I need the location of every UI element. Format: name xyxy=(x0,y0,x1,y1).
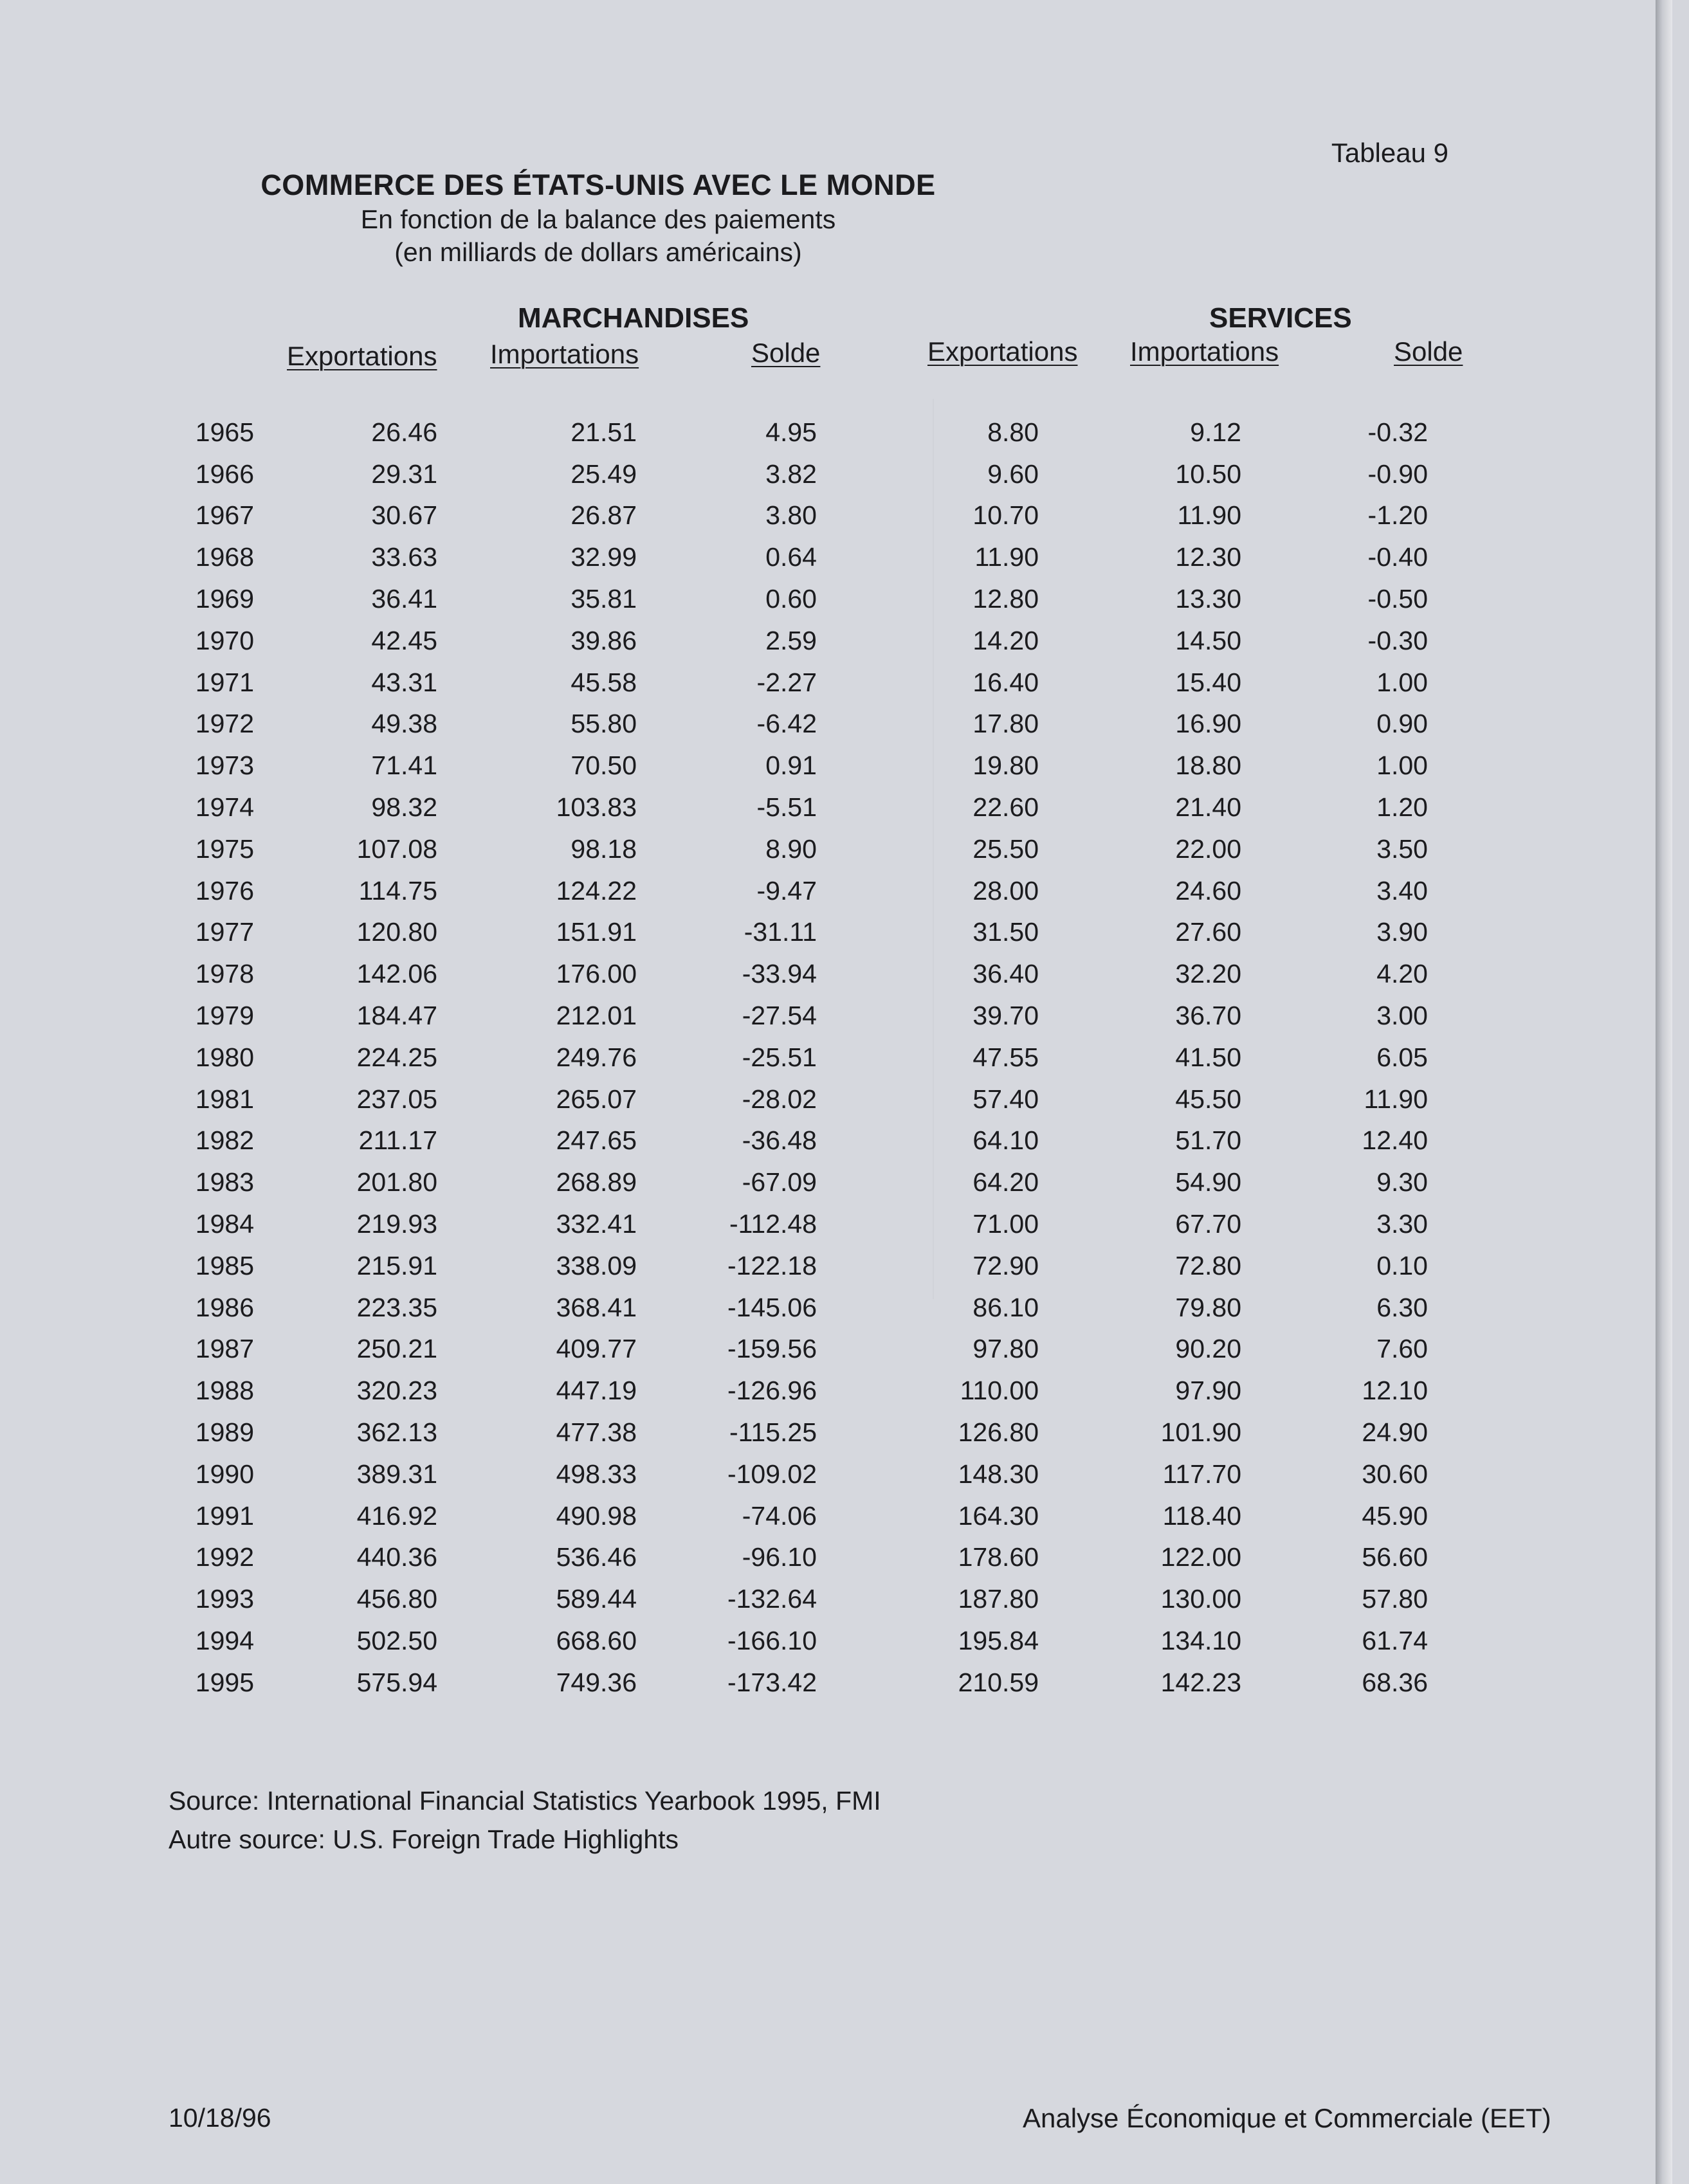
cell-serv-balance: 1.00 xyxy=(1376,667,1428,697)
cell-merch-imports: 32.99 xyxy=(571,542,637,572)
table-row xyxy=(187,1287,1428,1329)
cell-merch-imports: 39.86 xyxy=(571,625,637,655)
cell-year: 1971 xyxy=(195,667,254,697)
table-row xyxy=(187,1161,1428,1203)
cell-year: 1967 xyxy=(195,500,254,531)
table-row xyxy=(187,704,1428,745)
cell-year: 1994 xyxy=(195,1626,254,1655)
table-row xyxy=(187,1495,1428,1537)
cell-merch-exports: 250.21 xyxy=(356,1334,437,1364)
cell-serv-imports: 117.70 xyxy=(1162,1459,1241,1489)
cell-year: 1991 xyxy=(195,1500,254,1531)
cell-merch-balance: -74.06 xyxy=(742,1500,817,1531)
table-row xyxy=(187,536,1428,578)
cell-merch-balance: -31.11 xyxy=(744,917,817,947)
cell-merch-balance: 0.64 xyxy=(765,542,817,572)
cell-serv-imports: 22.00 xyxy=(1175,833,1241,864)
cell-merch-exports: 98.32 xyxy=(371,792,437,823)
cell-serv-balance: 24.90 xyxy=(1362,1417,1428,1448)
cell-serv-balance: 45.90 xyxy=(1362,1500,1428,1531)
table-row xyxy=(187,662,1428,704)
cell-merch-imports: 45.58 xyxy=(571,667,637,697)
cell-serv-imports: 72.80 xyxy=(1175,1250,1241,1280)
cell-serv-imports: 134.10 xyxy=(1160,1626,1241,1655)
cell-merch-exports: 224.25 xyxy=(356,1042,437,1072)
cell-serv-balance: 0.10 xyxy=(1376,1250,1428,1280)
cell-merch-exports: 211.17 xyxy=(358,1125,437,1156)
cell-year: 1989 xyxy=(195,1417,254,1448)
cell-serv-balance: 4.20 xyxy=(1376,959,1428,989)
subtitle-basis: En fonction de la balance des paiements xyxy=(360,205,836,234)
cell-merch-balance: 3.82 xyxy=(765,459,817,489)
cell-merch-imports: 55.80 xyxy=(571,709,637,739)
table-row xyxy=(187,787,1428,828)
page-edge xyxy=(1656,0,1672,2184)
cell-serv-imports: 10.50 xyxy=(1175,459,1241,489)
cell-serv-imports: 11.90 xyxy=(1177,500,1241,531)
cell-serv-imports: 79.80 xyxy=(1175,1292,1241,1322)
cell-serv-exports: 71.00 xyxy=(972,1209,1039,1239)
cell-serv-balance: -1.20 xyxy=(1367,500,1428,531)
cell-serv-exports: 22.60 xyxy=(972,792,1039,823)
cell-serv-imports: 142.23 xyxy=(1160,1667,1241,1697)
table-row xyxy=(187,1370,1428,1412)
cell-merch-exports: 575.94 xyxy=(356,1667,437,1697)
cell-serv-imports: 54.90 xyxy=(1175,1167,1241,1197)
cell-year: 1982 xyxy=(195,1125,254,1156)
table-number: Tableau 9 xyxy=(1331,138,1448,168)
cell-year: 1986 xyxy=(195,1292,254,1322)
cell-serv-balance: -0.32 xyxy=(1367,417,1428,447)
table-row xyxy=(187,1620,1428,1662)
cell-merch-imports: 332.41 xyxy=(556,1209,637,1239)
cell-serv-exports: 72.90 xyxy=(972,1250,1039,1280)
cell-merch-balance: -36.48 xyxy=(742,1125,817,1156)
title-block xyxy=(0,168,1196,268)
trade-table xyxy=(187,412,1428,1704)
cell-year: 1975 xyxy=(195,833,254,864)
cell-serv-imports: 27.60 xyxy=(1175,917,1241,947)
cell-year: 1970 xyxy=(195,625,254,655)
cell-serv-imports: 18.80 xyxy=(1175,751,1241,781)
table-row xyxy=(187,953,1428,995)
table-row xyxy=(187,578,1428,620)
cell-merch-balance: 8.90 xyxy=(765,833,817,864)
cell-year: 1979 xyxy=(195,1001,254,1031)
cell-merch-exports: 43.31 xyxy=(371,667,437,697)
cell-merch-exports: 49.38 xyxy=(371,709,437,739)
cell-merch-balance: 2.59 xyxy=(765,625,817,655)
cell-serv-imports: 13.30 xyxy=(1175,584,1241,614)
cell-year: 1987 xyxy=(195,1334,254,1364)
cell-serv-balance: 12.10 xyxy=(1362,1376,1428,1406)
cell-serv-balance: 6.05 xyxy=(1376,1042,1428,1072)
cell-serv-imports: 32.20 xyxy=(1175,959,1241,989)
cell-merch-balance: -96.10 xyxy=(742,1542,817,1572)
cell-merch-balance: -67.09 xyxy=(742,1167,817,1197)
cell-serv-balance: -0.30 xyxy=(1367,625,1428,655)
cell-merch-imports: 477.38 xyxy=(556,1417,637,1448)
subtitle-units: (en milliards de dollars américains) xyxy=(394,237,802,267)
cell-merch-exports: 219.93 xyxy=(356,1209,437,1239)
table-row xyxy=(187,1329,1428,1370)
cell-merch-exports: 30.67 xyxy=(371,500,437,531)
cell-serv-imports: 122.00 xyxy=(1160,1542,1241,1572)
cell-merch-imports: 490.98 xyxy=(556,1500,637,1531)
cell-serv-balance: -0.90 xyxy=(1367,459,1428,489)
cell-year: 1968 xyxy=(195,542,254,572)
col-header-serv-imports: Importations xyxy=(1130,336,1279,367)
cell-year: 1981 xyxy=(195,1084,254,1114)
cell-year: 1995 xyxy=(195,1667,254,1697)
cell-year: 1985 xyxy=(195,1250,254,1280)
cell-merch-balance: -166.10 xyxy=(727,1626,817,1655)
cell-serv-balance: 12.40 xyxy=(1362,1125,1428,1156)
cell-merch-imports: 249.76 xyxy=(556,1042,637,1072)
group-header-services: SERVICES xyxy=(1209,302,1352,334)
cell-merch-balance: -112.48 xyxy=(729,1209,817,1239)
cell-serv-imports: 14.50 xyxy=(1175,625,1241,655)
col-header-merch-imports: Importations xyxy=(490,339,639,369)
cell-merch-imports: 589.44 xyxy=(556,1584,637,1614)
page-title: COMMERCE DES ÉTATS-UNIS AVEC LE MONDE xyxy=(260,168,936,201)
cell-serv-exports: 12.80 xyxy=(972,584,1039,614)
cell-merch-imports: 35.81 xyxy=(571,584,637,614)
cell-merch-exports: 237.05 xyxy=(356,1084,437,1114)
cell-merch-balance: -9.47 xyxy=(756,875,817,905)
cell-merch-balance: -126.96 xyxy=(727,1376,817,1406)
cell-serv-exports: 64.20 xyxy=(972,1167,1039,1197)
cell-merch-balance: -25.51 xyxy=(742,1042,817,1072)
cell-serv-imports: 41.50 xyxy=(1175,1042,1241,1072)
cell-merch-exports: 29.31 xyxy=(371,459,437,489)
cell-merch-exports: 120.80 xyxy=(356,917,437,947)
cell-serv-balance: 9.30 xyxy=(1376,1167,1428,1197)
cell-merch-balance: -6.42 xyxy=(756,709,817,739)
cell-merch-balance: 0.60 xyxy=(765,584,817,614)
cell-serv-imports: 45.50 xyxy=(1175,1084,1241,1114)
cell-merch-imports: 98.18 xyxy=(571,833,637,864)
cell-serv-balance: 1.20 xyxy=(1376,792,1428,823)
cell-merch-exports: 114.75 xyxy=(358,875,437,905)
cell-merch-exports: 502.50 xyxy=(356,1626,437,1655)
cell-serv-exports: 10.70 xyxy=(972,500,1039,531)
cell-serv-imports: 130.00 xyxy=(1160,1584,1241,1614)
cell-merch-balance: 0.91 xyxy=(765,751,817,781)
cell-year: 1973 xyxy=(195,751,254,781)
cell-serv-exports: 14.20 xyxy=(972,625,1039,655)
cell-serv-imports: 24.60 xyxy=(1175,875,1241,905)
cell-merch-exports: 416.92 xyxy=(356,1500,437,1531)
cell-serv-exports: 86.10 xyxy=(972,1292,1039,1322)
cell-serv-imports: 97.90 xyxy=(1175,1376,1241,1406)
table-row xyxy=(187,1537,1428,1579)
cell-merch-imports: 21.51 xyxy=(571,417,637,447)
cell-merch-imports: 151.91 xyxy=(556,917,637,947)
cell-serv-imports: 67.70 xyxy=(1175,1209,1241,1239)
cell-serv-exports: 31.50 xyxy=(972,917,1039,947)
cell-merch-balance: -115.25 xyxy=(729,1417,817,1448)
cell-year: 1988 xyxy=(195,1376,254,1406)
table-row xyxy=(187,620,1428,662)
cell-merch-imports: 409.77 xyxy=(556,1334,637,1364)
cell-merch-balance: -109.02 xyxy=(727,1459,817,1489)
cell-year: 1965 xyxy=(195,417,254,447)
table-row xyxy=(187,912,1428,954)
cell-merch-balance: -2.27 xyxy=(756,667,817,697)
cell-serv-exports: 57.40 xyxy=(972,1084,1039,1114)
cell-serv-exports: 16.40 xyxy=(972,667,1039,697)
cell-merch-imports: 247.65 xyxy=(556,1125,637,1156)
cell-serv-exports: 17.80 xyxy=(972,709,1039,739)
cell-serv-exports: 178.60 xyxy=(958,1542,1039,1572)
cell-serv-exports: 164.30 xyxy=(958,1500,1039,1531)
cell-merch-exports: 71.41 xyxy=(371,751,437,781)
cell-serv-exports: 28.00 xyxy=(972,875,1039,905)
cell-merch-imports: 447.19 xyxy=(556,1376,637,1406)
cell-serv-exports: 187.80 xyxy=(958,1584,1039,1614)
cell-serv-balance: 61.74 xyxy=(1362,1626,1428,1655)
cell-merch-imports: 124.22 xyxy=(556,875,637,905)
cell-serv-exports: 64.10 xyxy=(972,1125,1039,1156)
cell-year: 1984 xyxy=(195,1209,254,1239)
cell-serv-balance: 7.60 xyxy=(1376,1334,1428,1364)
cell-merch-imports: 668.60 xyxy=(556,1626,637,1655)
cell-serv-exports: 97.80 xyxy=(972,1334,1039,1364)
cell-serv-imports: 12.30 xyxy=(1175,542,1241,572)
cell-serv-balance: 56.60 xyxy=(1362,1542,1428,1572)
cell-serv-exports: 148.30 xyxy=(958,1459,1039,1489)
table-row xyxy=(187,870,1428,912)
cell-merch-exports: 362.13 xyxy=(356,1417,437,1448)
cell-merch-imports: 749.36 xyxy=(556,1667,637,1697)
cell-serv-balance: 6.30 xyxy=(1376,1292,1428,1322)
cell-merch-balance: -5.51 xyxy=(756,792,817,823)
cell-merch-imports: 368.41 xyxy=(556,1292,637,1322)
col-header-merch-balance: Solde xyxy=(751,338,821,368)
cell-serv-balance: 3.90 xyxy=(1376,917,1428,947)
cell-merch-balance: 4.95 xyxy=(765,417,817,447)
cell-serv-exports: 11.90 xyxy=(974,542,1039,572)
table-row xyxy=(187,745,1428,787)
cell-serv-exports: 25.50 xyxy=(972,833,1039,864)
cell-merch-imports: 25.49 xyxy=(571,459,637,489)
cell-merch-exports: 142.06 xyxy=(356,959,437,989)
col-header-serv-exports: Exportations xyxy=(927,336,1078,367)
cell-merch-exports: 42.45 xyxy=(371,625,437,655)
table-row xyxy=(187,412,1428,453)
cell-year: 1974 xyxy=(195,792,254,823)
cell-merch-exports: 107.08 xyxy=(356,833,437,864)
cell-serv-imports: 21.40 xyxy=(1175,792,1241,823)
col-header-serv-balance: Solde xyxy=(1394,336,1463,367)
cell-merch-exports: 223.35 xyxy=(356,1292,437,1322)
footer-organization: Analyse Économique et Commerciale (EET) xyxy=(1023,2103,1551,2133)
cell-merch-balance: -27.54 xyxy=(742,1001,817,1031)
table-row xyxy=(187,1203,1428,1245)
cell-merch-imports: 70.50 xyxy=(571,751,637,781)
cell-serv-exports: 126.80 xyxy=(958,1417,1039,1448)
cell-merch-imports: 338.09 xyxy=(556,1250,637,1280)
cell-serv-balance: 0.90 xyxy=(1376,709,1428,739)
cell-year: 1978 xyxy=(195,959,254,989)
cell-serv-exports: 8.80 xyxy=(987,417,1039,447)
cell-serv-balance: 57.80 xyxy=(1362,1584,1428,1614)
table-row xyxy=(187,1120,1428,1162)
cell-serv-exports: 9.60 xyxy=(987,459,1039,489)
cell-serv-exports: 47.55 xyxy=(972,1042,1039,1072)
cell-serv-imports: 118.40 xyxy=(1162,1500,1241,1531)
col-header-merch-exports: Exportations xyxy=(287,341,437,371)
table-row xyxy=(187,1078,1428,1120)
cell-merch-balance: -145.06 xyxy=(727,1292,817,1322)
cell-serv-exports: 210.59 xyxy=(958,1667,1039,1697)
cell-merch-balance: -173.42 xyxy=(727,1667,817,1697)
cell-year: 1976 xyxy=(195,875,254,905)
table-row xyxy=(187,1245,1428,1287)
cell-merch-imports: 536.46 xyxy=(556,1542,637,1572)
cell-year: 1993 xyxy=(195,1584,254,1614)
cell-merch-imports: 498.33 xyxy=(556,1459,637,1489)
cell-serv-exports: 110.00 xyxy=(960,1376,1039,1406)
cell-serv-balance: 3.50 xyxy=(1376,833,1428,864)
cell-serv-balance: 3.40 xyxy=(1376,875,1428,905)
cell-serv-imports: 90.20 xyxy=(1175,1334,1241,1364)
source-notes xyxy=(169,1781,881,1859)
footer-date: 10/18/96 xyxy=(169,2103,271,2133)
table-row xyxy=(187,1412,1428,1453)
cell-merch-exports: 26.46 xyxy=(371,417,437,447)
cell-year: 1972 xyxy=(195,709,254,739)
cell-serv-exports: 19.80 xyxy=(972,751,1039,781)
cell-merch-exports: 33.63 xyxy=(371,542,437,572)
cell-serv-balance: 3.00 xyxy=(1376,1001,1428,1031)
cell-merch-imports: 26.87 xyxy=(571,500,637,531)
cell-serv-imports: 36.70 xyxy=(1175,1001,1241,1031)
cell-serv-balance: -0.40 xyxy=(1367,542,1428,572)
table-row xyxy=(187,1662,1428,1704)
cell-merch-imports: 265.07 xyxy=(556,1084,637,1114)
cell-merch-balance: -122.18 xyxy=(727,1250,817,1280)
cell-merch-exports: 215.91 xyxy=(356,1250,437,1280)
cell-merch-exports: 201.80 xyxy=(356,1167,437,1197)
cell-year: 1977 xyxy=(195,917,254,947)
cell-year: 1966 xyxy=(195,459,254,489)
cell-merch-balance: -33.94 xyxy=(742,959,817,989)
cell-merch-exports: 36.41 xyxy=(371,584,437,614)
cell-merch-exports: 184.47 xyxy=(356,1001,437,1031)
cell-year: 1969 xyxy=(195,584,254,614)
table-row xyxy=(187,995,1428,1037)
cell-serv-balance: 11.90 xyxy=(1364,1084,1428,1114)
cell-serv-imports: 16.90 xyxy=(1175,709,1241,739)
cell-year: 1983 xyxy=(195,1167,254,1197)
table-row xyxy=(187,828,1428,870)
cell-serv-balance: 1.00 xyxy=(1376,751,1428,781)
cell-merch-imports: 103.83 xyxy=(556,792,637,823)
table-row xyxy=(187,1453,1428,1495)
cell-merch-balance: 3.80 xyxy=(765,500,817,531)
cell-merch-exports: 456.80 xyxy=(356,1584,437,1614)
cell-year: 1992 xyxy=(195,1542,254,1572)
table-row xyxy=(187,1037,1428,1078)
cell-serv-balance: 3.30 xyxy=(1376,1209,1428,1239)
cell-serv-balance: 30.60 xyxy=(1362,1459,1428,1489)
cell-serv-imports: 9.12 xyxy=(1190,417,1241,447)
cell-merch-imports: 176.00 xyxy=(556,959,637,989)
cell-merch-balance: -28.02 xyxy=(742,1084,817,1114)
cell-serv-exports: 195.84 xyxy=(958,1626,1039,1655)
table-row xyxy=(187,495,1428,537)
table-row xyxy=(187,453,1428,495)
source-line-alt: Autre source: U.S. Foreign Trade Highlights xyxy=(169,1825,679,1854)
cell-serv-exports: 36.40 xyxy=(972,959,1039,989)
cell-merch-exports: 389.31 xyxy=(356,1459,437,1489)
cell-serv-exports: 39.70 xyxy=(972,1001,1039,1031)
cell-serv-imports: 101.90 xyxy=(1160,1417,1241,1448)
cell-merch-exports: 440.36 xyxy=(356,1542,437,1572)
cell-serv-imports: 51.70 xyxy=(1175,1125,1241,1156)
cell-serv-balance: -0.50 xyxy=(1367,584,1428,614)
cell-serv-imports: 15.40 xyxy=(1175,667,1241,697)
cell-merch-imports: 212.01 xyxy=(556,1001,637,1031)
cell-serv-balance: 68.36 xyxy=(1362,1667,1428,1697)
cell-merch-exports: 320.23 xyxy=(356,1376,437,1406)
cell-merch-balance: -132.64 xyxy=(727,1584,817,1614)
table-row xyxy=(187,1578,1428,1620)
group-header-merchandise: MARCHANDISES xyxy=(518,302,749,334)
cell-merch-imports: 268.89 xyxy=(556,1167,637,1197)
cell-year: 1980 xyxy=(195,1042,254,1072)
cell-merch-balance: -159.56 xyxy=(727,1334,817,1364)
cell-year: 1990 xyxy=(195,1459,254,1489)
source-line: Source: International Financial Statistics Yearbook 1995, FMI xyxy=(169,1786,881,1815)
